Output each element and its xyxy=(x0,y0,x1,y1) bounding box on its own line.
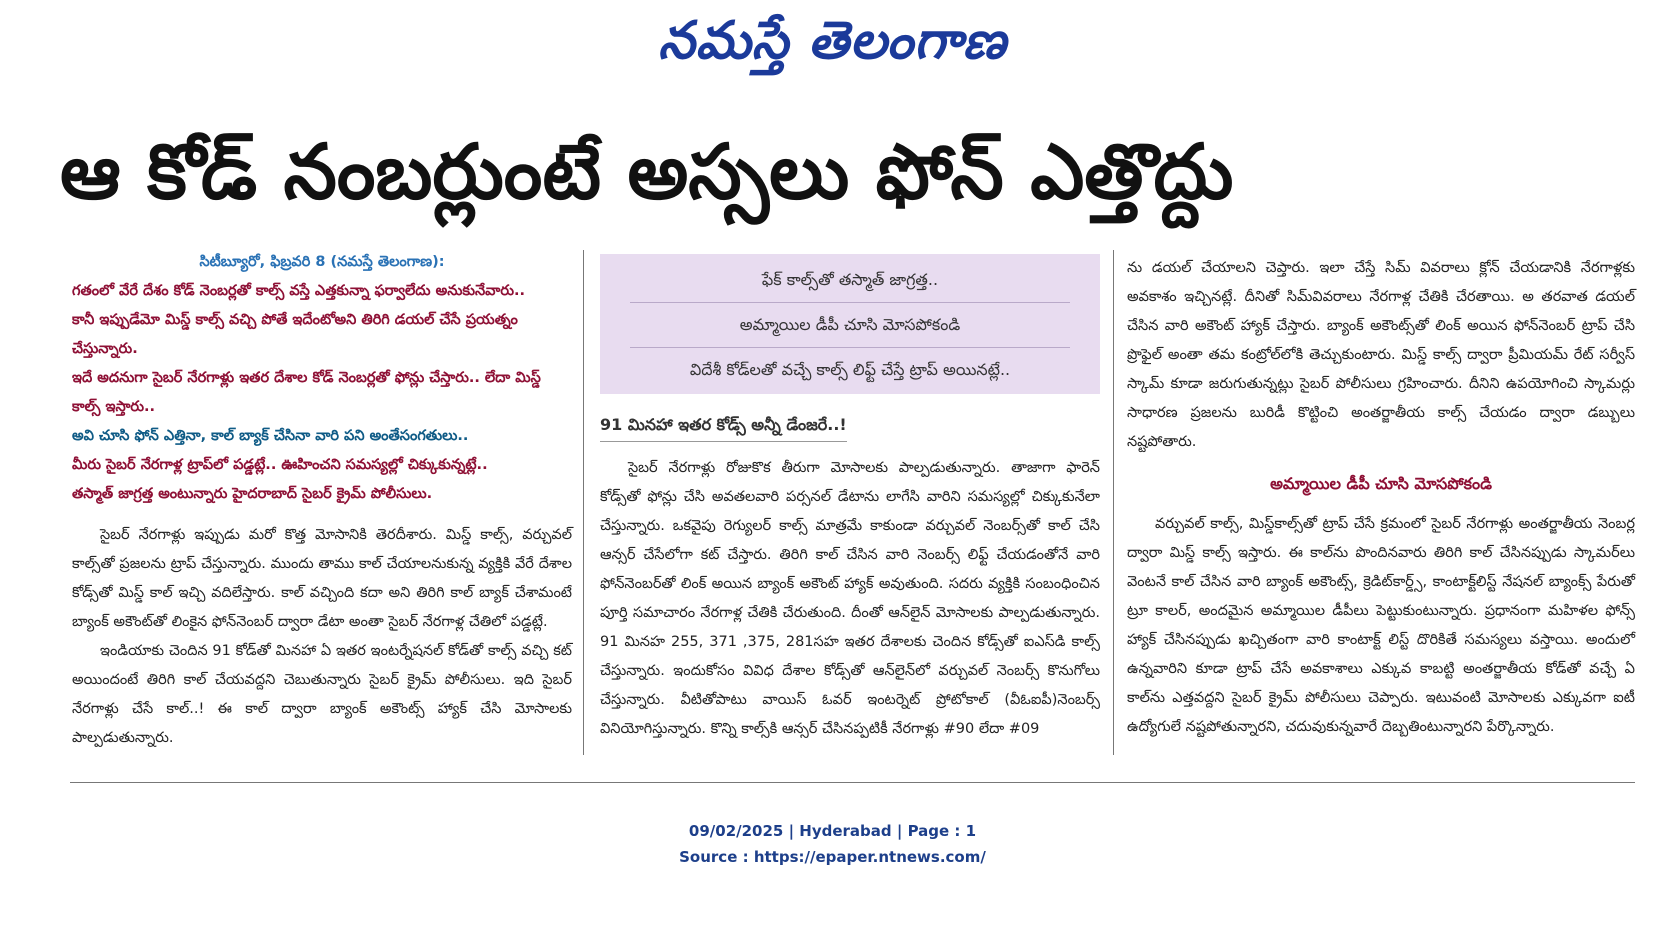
headline-text: ఆ కోడ్ నంబర్లుంటే అస్సలు ఫోన్ ఎత్తొద్దు xyxy=(60,127,1234,216)
masthead-logo: నమస్తే తెలంగాణ xyxy=(658,10,1007,71)
subheading: అమ్మాయిల డీపీ చూసి మోసపోకండి xyxy=(1270,474,1492,493)
intro-line: కానీ ఇప్పుడేమో మిస్డ్ కాల్స్ వచ్చి పోతే ఇదేంటోఅని తిరిగి డయల్ చేసే ప్రయత్నం చేస్తున్నారు. xyxy=(72,312,518,357)
intro-line: గతంలో వేరే దేశం కోడ్ నెంబర్లతో కాల్స్ వస్తే ఎత్తకున్నా ఫర్వాలేదు అనుకునేవారు.. xyxy=(72,283,525,299)
body-paragraph: వర్చువల్ కాల్స్, మిస్డ్‌కాల్స్‌తో ట్రాప్ చేసే క్రమంలో సైబర్ నేరగాళ్లు అంతర్జాతీయ నెంబర్ల ద్వారా మిస్డ్ కాల్స్ ఇస్తారు. ఈ కాల్‌ను పొందినవారు తిరిగి కాల్ చేసినప్పుడు స్కామర్‌లు వెంటనే కాల్ చేసిన వారి బ్యాంక్ అకౌంట్స్, క్రెడిట్‌కార్డ్స్, కాంటాక్ట్‌లిస్ట్ నేషనల్ బ్యాంక్స్ పేరుతో ట్రూ కాలర్, అందమైన అమ్మాయిల డీపీలు పెట్టుకుంటున్నారు. ప్రధానంగా మహిళల ఫోన్స్ హ్యాక్ చేసినప్పుడు ఖచ్చితంగా వారి కాంటాక్ట్ లిస్ట్ దొరికితే సమస్యలు వస్తాయి. అందులో ఉన్నవారిని కూడా ట్రాప్ చేసే అవకాశాలు ఎక్కువ కాబట్టి అంతర్జాతీయ కోడ్‌తో వచ్చే ఏ కాల్‌ను ఎత్తవద్దని సైబర్ క్రైమ్ పోలీసులు చెప్పారు. ఇటువంటి మోసాలకు ఎక్కువగా ఐటీ ఉద్యోగులే నష్టపోతున్నారని, చదువుకున్నవారే దెబ్బతింటున్నారని పేర్కొన్నారు. xyxy=(1127,516,1635,735)
highlight-line: అమ్మాయిల డీపీ చూసి మోసపోకండి xyxy=(630,303,1070,348)
column-2-body xyxy=(600,454,1100,744)
intro-line: మీరు సైబర్ నేరగాళ్ల ట్రాప్‌లో పడ్డట్లే.. ఊహించని సమస్యల్లో చిక్కుకున్నట్లే.. xyxy=(72,457,488,473)
footer-source: Source : https://epaper.ntnews.com/ xyxy=(679,848,986,866)
highlight-line: ఫేక్ కాల్స్‌తో తస్మాత్ జాగ్రత్త.. xyxy=(630,258,1070,303)
bottom-rule xyxy=(70,782,1635,783)
column-divider xyxy=(1113,250,1114,755)
highlight-box xyxy=(600,254,1100,394)
masthead xyxy=(0,4,1665,78)
body-paragraph: ను డయల్ చేయాలని చెప్తారు. ఇలా చేస్తే సిమ్ వివరాలు క్లోన్ చేయడానికి నేరగాళ్లకు అవకాశం ఇచ్చినట్లే. దీనితో సిమ్‌వివరాలు నేరగాళ్ల చేతికి చేరతాయి. అ తరవాత డయల్ చేసిన వారి అకౌంట్ హ్యాక్ చేస్తారు. బ్యాంక్ అకౌంట్స్‌తో లింక్ అయిన ఫోన్‌నెంబర్ ట్రాప్ చేసి ప్రొఫైల్ అంతా తమ కంట్రోల్‌లోకి తెచ్చుకుంటారు. మిస్డ్ కాల్స్ ద్వారా ప్రీమియమ్ రేట్ సర్వీస్ స్కామ్ కూడా జరుగుతున్నట్లు సైబర్ పోలీసులు గ్రహించారు. దీనిని ఉపయోగించి స్కామర్లు సాధారణ ప్రజలను బురిడీ కొట్టించి అంతర్జాతీయ కాల్స్ చేయడం ద్వారా డబ్బులు నష్టపోతారు. xyxy=(1127,260,1635,450)
column-3 xyxy=(1127,254,1635,742)
column-3-body xyxy=(1127,254,1635,457)
body-paragraph: సైబర్ నేరగాళ్లు రోజుకొక తీరుగా మోసాలకు పాల్పడుతున్నారు. తాజాగా ఫారెన్ కోడ్స్‌తో ఫోన్లు చేసి అవతలవారి పర్సనల్ డేటాను లాగేసి వారిని సమస్యల్లో చిక్కుకునేలా చేస్తున్నారు. ఒకవైపు రెగ్యులర్ కాల్స్ మాత్రమే కాకుండా వర్చువల్ నెంబర్స్‌తో కాల్ చేసి ఆన్సర్ చేసేలోగా కట్ చేస్తారు. తిరిగి కాల్ చేసిన వారి నెంబర్స్ లిఫ్ట్ చేయడంతోనే వారి ఫోన్‌నెంబర్‌తో లింక్ అయిన బ్యాంక్ అకౌంట్ హ్యాక్ అవుతుంది. సదరు వ్యక్తికి సంబంధించిన పూర్తి సమాచారం నేరగాళ్ల చేతికి చేరుతుంది. దీంతో ఆన్‌లైన్ మోసాలకు పాల్పడుతున్నారు. 91 మినహ 255, 371 ,375, 281సహ ఇతర దేశాలకు చెందిన కోడ్స్‌తో ఐఎస్‌డి కాల్స్ చేస్తున్నారు. ఇందుకోసం వివిధ దేశాల కోడ్స్‌తో ఆన్‌లైన్‌లో వర్చువల్ నెంబర్స్ కొనుగోలు చేస్తున్నారు. వీటితోపాటు వాయిస్ ఓవర్ ఇంటర్నెట్ ప్రోటోకాల్ (వీఓఐపీ)నెంబర్స్ వినియోగిస్తున్నారు. కొన్ని కాల్స్‌కి ఆన్సర్ చేసినప్పటికీ నేరగాళ్లు #90 లేదా #09 xyxy=(600,460,1100,737)
column-3-body xyxy=(1127,510,1635,742)
column-2 xyxy=(600,254,1100,744)
headline xyxy=(60,112,1620,232)
dateline: సిటీబ్యూరో, ఫిబ్రవరి 8 (నమస్తే తెలంగాణ): xyxy=(199,254,445,270)
body-paragraph: సైబర్ నేరగాళ్లు ఇప్పుడు మరో కొత్త మోసానికి తెరదీశారు. మిస్డ్ కాల్స్, వర్చువల్ కాల్స్‌తో ప్రజలను ట్రాప్ చేస్తున్నారు. ముందు తాము కాల్ చేయాలనుకున్న వ్యక్తికి వేరే దేశాల కోడ్స్‌తో మిస్డ్ కాల్ ఇచ్చి వదిలేస్తారు. కాల్ వచ్చింది కదా అని తిరిగి కాల్ బ్యాక్ చేశామంటే బ్యాంక్ అకౌంట్‌తో లింకైన ఫోన్‌నెంబర్ ద్వారా డేటా అంతా సైబర్ నేరగాళ్ల చేతిలో పడ్డట్లే. xyxy=(72,527,572,630)
column-1-body xyxy=(72,521,572,753)
footer-date: 09/02/2025 | Hyderabad | Page : 1 xyxy=(688,822,977,840)
body-paragraph: ఇండియాకు చెందిన 91 కోడ్‌తో మినహా ఏ ఇతర ఇంటర్నేషనల్ కోడ్‌తో కాల్స్ వచ్చి కట్ అయిందంటే తిరిగి కాల్ చేయవద్దని చెబుతున్నారు సైబర్ క్రైమ్ పోలీసులు. ఇది సైబర్ నేరగాళ్లు చేసే కాల్..! ఈ కాల్ ద్వారా బ్యాంక్ అకౌంట్స్ హ్యాక్ చేసి మోసాలకు పాల్పడుతున్నారు. xyxy=(72,643,572,746)
column-1 xyxy=(72,248,572,753)
intro-line: అవి చూసి ఫోన్ ఎత్తినా, కాల్ బ్యాక్ చేసినా వారి పని అంతేసంగతులు.. xyxy=(72,428,469,444)
highlight-line: విదేశీ కోడ్‌లతో వచ్చే కాల్స్ లిఫ్ట్ చేస్తే ట్రాప్ అయినట్లే.. xyxy=(689,360,1011,379)
column-divider xyxy=(583,250,584,755)
intro-line: తస్మాత్ జాగ్రత్త అంటున్నారు హైదరాబాద్ సైబర్ క్రైమ్ పోలీసులు. xyxy=(72,486,433,502)
intro-line: ఇదే అదనుగా సైబర్ నేరగాళ్లు ఇతర దేశాల కోడ్ నెంబర్లతో ఫోన్లు చేస్తారు.. లేదా మిస్డ్ కాల్స్ ఇస్తారు.. xyxy=(72,370,541,415)
subheading: 91 మినహా ఇతర కోడ్స్ అన్నీ డేంజరే..! xyxy=(600,410,847,442)
